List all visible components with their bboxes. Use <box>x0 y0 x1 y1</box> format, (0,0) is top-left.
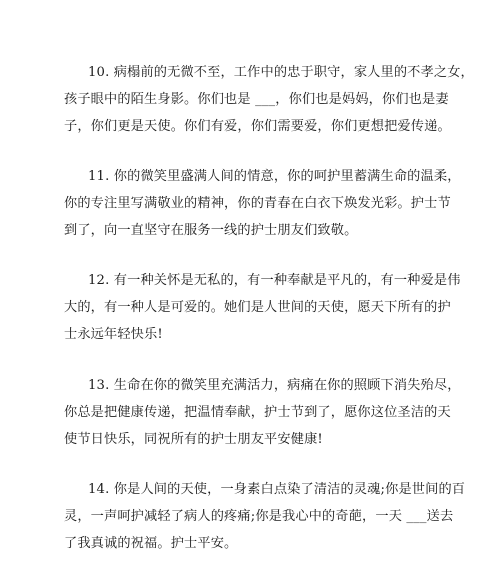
paragraph-line: 了我真诚的祝福。护士平安。 <box>64 536 238 551</box>
paragraph-line: 10. 病榻前的无微不至，工作中的忠于职守，家人里的不孝之女， <box>88 65 474 80</box>
paragraph-line: 你总是把健康传递，把温情奉献，护士节到了，愿你这位圣洁的天 <box>64 405 451 420</box>
paragraph-line: 11. 你的微笑里盛满人间的情意，你的呵护里蓄满生命的温柔， <box>88 169 461 184</box>
paragraph-line: 到了，向一直坚守在服务一线的护士朋友们致敬。 <box>64 223 358 238</box>
paragraph-line: 灵，一声呵护减轻了病人的疼痛;你是我心中的奇葩，一天 ___送去 <box>64 509 454 524</box>
paragraph-line: 12. 有一种关怀是无私的，有一种奉献是平凡的，有一种爱是伟 <box>88 273 461 288</box>
paragraph-line: 子，你们更是天使。你们有爱，你们需要爱，你们更想把爱传递。 <box>64 119 451 134</box>
paragraph-line: 大的，有一种人是可爱的。她们是人世间的天使，愿天下所有的护 <box>64 300 451 315</box>
paragraph-line: 士永远年轻快乐! <box>64 327 163 342</box>
paragraph-line: 13. 生命在你的微笑里充满活力，病痛在你的照顾下消失殆尽， <box>88 378 461 393</box>
paragraph-line: 孩子眼中的陌生身影。你们也是 ___，你们也是妈妈，你们也是妻 <box>64 92 449 107</box>
paragraph-line: 使节日快乐，同祝所有的护士朋友平安健康! <box>64 432 323 447</box>
paragraph-line: 14. 你是人间的天使，一身素白点染了清洁的灵魂;你是世间的百 <box>88 482 466 497</box>
paragraph-line: 你的专注里写满敬业的精神，你的青春在白衣下焕发光彩。护士节 <box>64 196 451 211</box>
